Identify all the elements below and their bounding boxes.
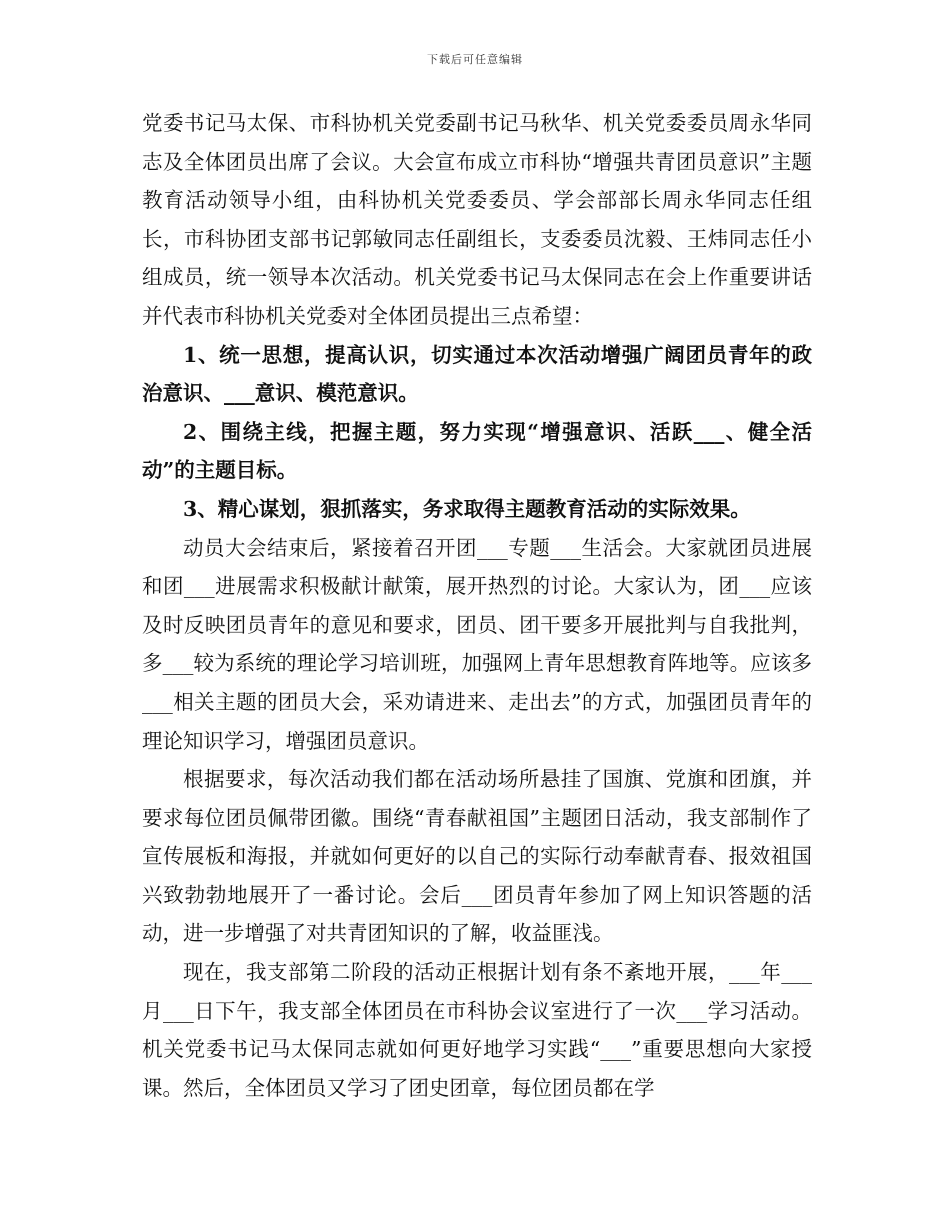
paragraph-activities: 根据要求，每次活动我们都在活动场所悬挂了国旗、党旗和团旗，并要求每位团员佩带团徽。围绕“青春献祖国”主题团日活动，我支部制作了宣传展板和海报，并就如何更好的以自己的实际行动奉献青春、报效祖国兴致勃勃地展开了一番讨论。会后___团员青年参加了网上知识答题的活动，进一步增强了对共青团知识的了解，收益匪浅。 <box>142 767 812 946</box>
paragraph-hope-1: 1、统一思想，提高认识，切实通过本次活动增强广阔团员青年的政治意识、___意识、模范意识。 <box>142 342 812 406</box>
paragraph-second-stage: 现在，我支部第二阶段的活动正根据计划有条不紊地开展，___年___月___日下午，我支部全体团员在市科协会议室进行了一次___学习活动。机关党委书记马太保同志就如何更好地学习实践“___”重要思想向大家授课。然后，全体团员又学习了团史团章，每位团员都在学 <box>142 960 812 1100</box>
paragraph-meeting-attendance: 党委书记马太保、市科协机关党委副书记马秋华、机关党委委员周永华同志及全体团员出席了会议。大会宣布成立市科协“增强共青团员意识”主题教育活动领导小组，由科协机关党委委员、学会部部长周永华同志任组长，市科协团支部书记郭敏同志任副组长，支委委员沈毅、王炜同志任小组成员，统一领导本次活动。机关党委书记马太保同志在会上作重要讲话并代表市科协机关党委对全体团员提出三点希望： <box>142 111 812 328</box>
document-body <box>142 104 812 1107</box>
paragraph-discussion: 动员大会结束后，紧接着召开团___专题___生活会。大家就团员进展和团___进展需求积极献计献策，展开热烈的讨论。大家认为，团___应该及时反映团员青年的意见和要求，团员、团干要多开展批判与自我批判，多___较为系统的理论学习培训班，加强网上青年思想教育阵地等。应该多___相关主题的团员大会，采劝请进来、走出去”的方式，加强团员青年的理论知识学习，增强团员意识。 <box>142 535 812 753</box>
page-header-note: 下载后可任意编辑 <box>427 53 523 66</box>
paragraph-hope-2: 2、围绕主线，把握主题，努力实现“增强意识、活跃___、健全活动”的主题目标。 <box>142 419 812 483</box>
paragraph-hope-3: 3、精心谋划，狠抓落实，务求取得主题教育活动的实际效果。 <box>183 496 751 521</box>
